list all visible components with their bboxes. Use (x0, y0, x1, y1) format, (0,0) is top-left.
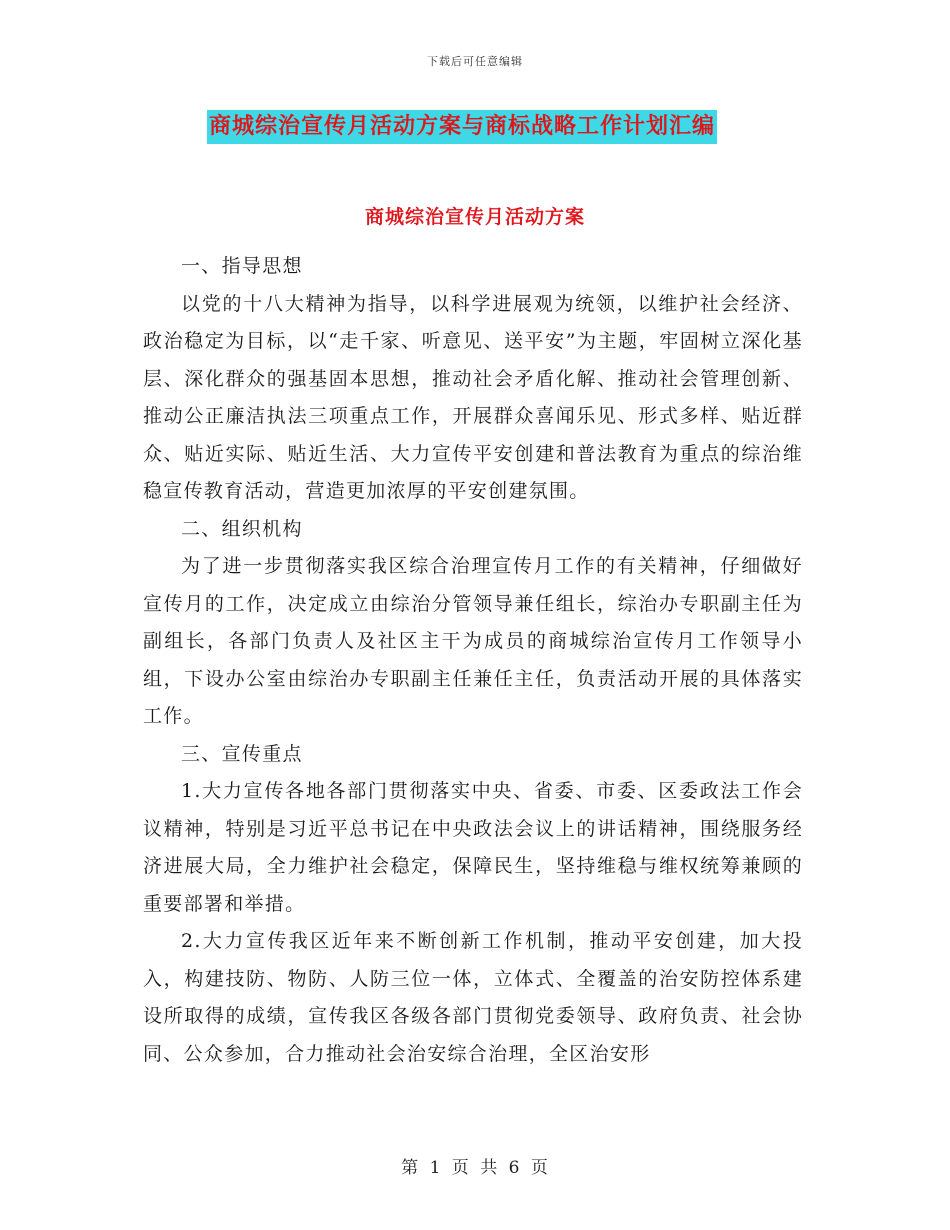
document-body (143, 248, 803, 1073)
section-title: 商城综治宣传月活动方案 (364, 206, 585, 228)
footer-total-prefix: 共 (480, 1158, 499, 1178)
section-heading: 三、宣传重点 (181, 742, 303, 765)
body-paragraph: 为了进一步贯彻落实我区综合治理宣传月工作的有关精神，仔细做好宣传月的工作，决定成立由综治分管领导兼任组长，综治办专职副主任为副组长，各部门负责人及社区主干为成员的商城综治宣传月工作领导小组，下设办公室由综治办专职副主任兼任主任，负责活动开展的具体落实工作。 (143, 555, 803, 727)
document-title: 商城综治宣传月活动方案与商标战略工作计划汇编 (207, 110, 717, 144)
total-pages: 6 (508, 1158, 521, 1178)
section-heading: 二、组织机构 (181, 517, 303, 540)
footer-total-unit: 页 (530, 1158, 549, 1178)
body-paragraph: 2.大力宣传我区近年来不断创新工作机制，推动平安创建，加大投入，构建技防、物防、人防三位一体，立体式、全覆盖的治安防控体系建设所取得的成绩，宣传我区各级各部门贯彻党委领导、政府负责、社会协同、公众参加，合力推动社会治安综合治理，全区治安形 (143, 930, 803, 1065)
header-note: 下载后可任意编辑 (427, 55, 523, 68)
footer-prefix: 第 (401, 1158, 420, 1178)
footer-page-unit: 页 (451, 1158, 470, 1178)
body-paragraph: 1.大力宣传各地各部门贯彻落实中央、省委、市委、区委政法工作会议精神，特别是习近平总书记在中央政法会议上的讲话精神，围绕服务经济进展大局，全力维护社会稳定，保障民生，坚持维稳与维权统筹兼顾的重要部署和举措。 (143, 780, 803, 915)
body-paragraph: 以党的十八大精神为指导，以科学进展观为统领，以维护社会经济、政治稳定为目标，以“走千家、听意见、送平安”为主题，牢固树立深化基层、深化群众的强基固本思想，推动社会矛盾化解、推动社会管理创新、推动公正廉洁执法三项重点工作，开展群众喜闻乐见、形式多样、贴近群众、贴近实际、贴近生活、大力宣传平安创建和普法教育为重点的综治维稳宣传教育活动，营造更加浓厚的平安创建氛围。 (143, 292, 803, 502)
section-heading: 一、指导思想 (181, 255, 303, 277)
page-number: 1 (429, 1158, 442, 1178)
page-footer (0, 1153, 950, 1178)
